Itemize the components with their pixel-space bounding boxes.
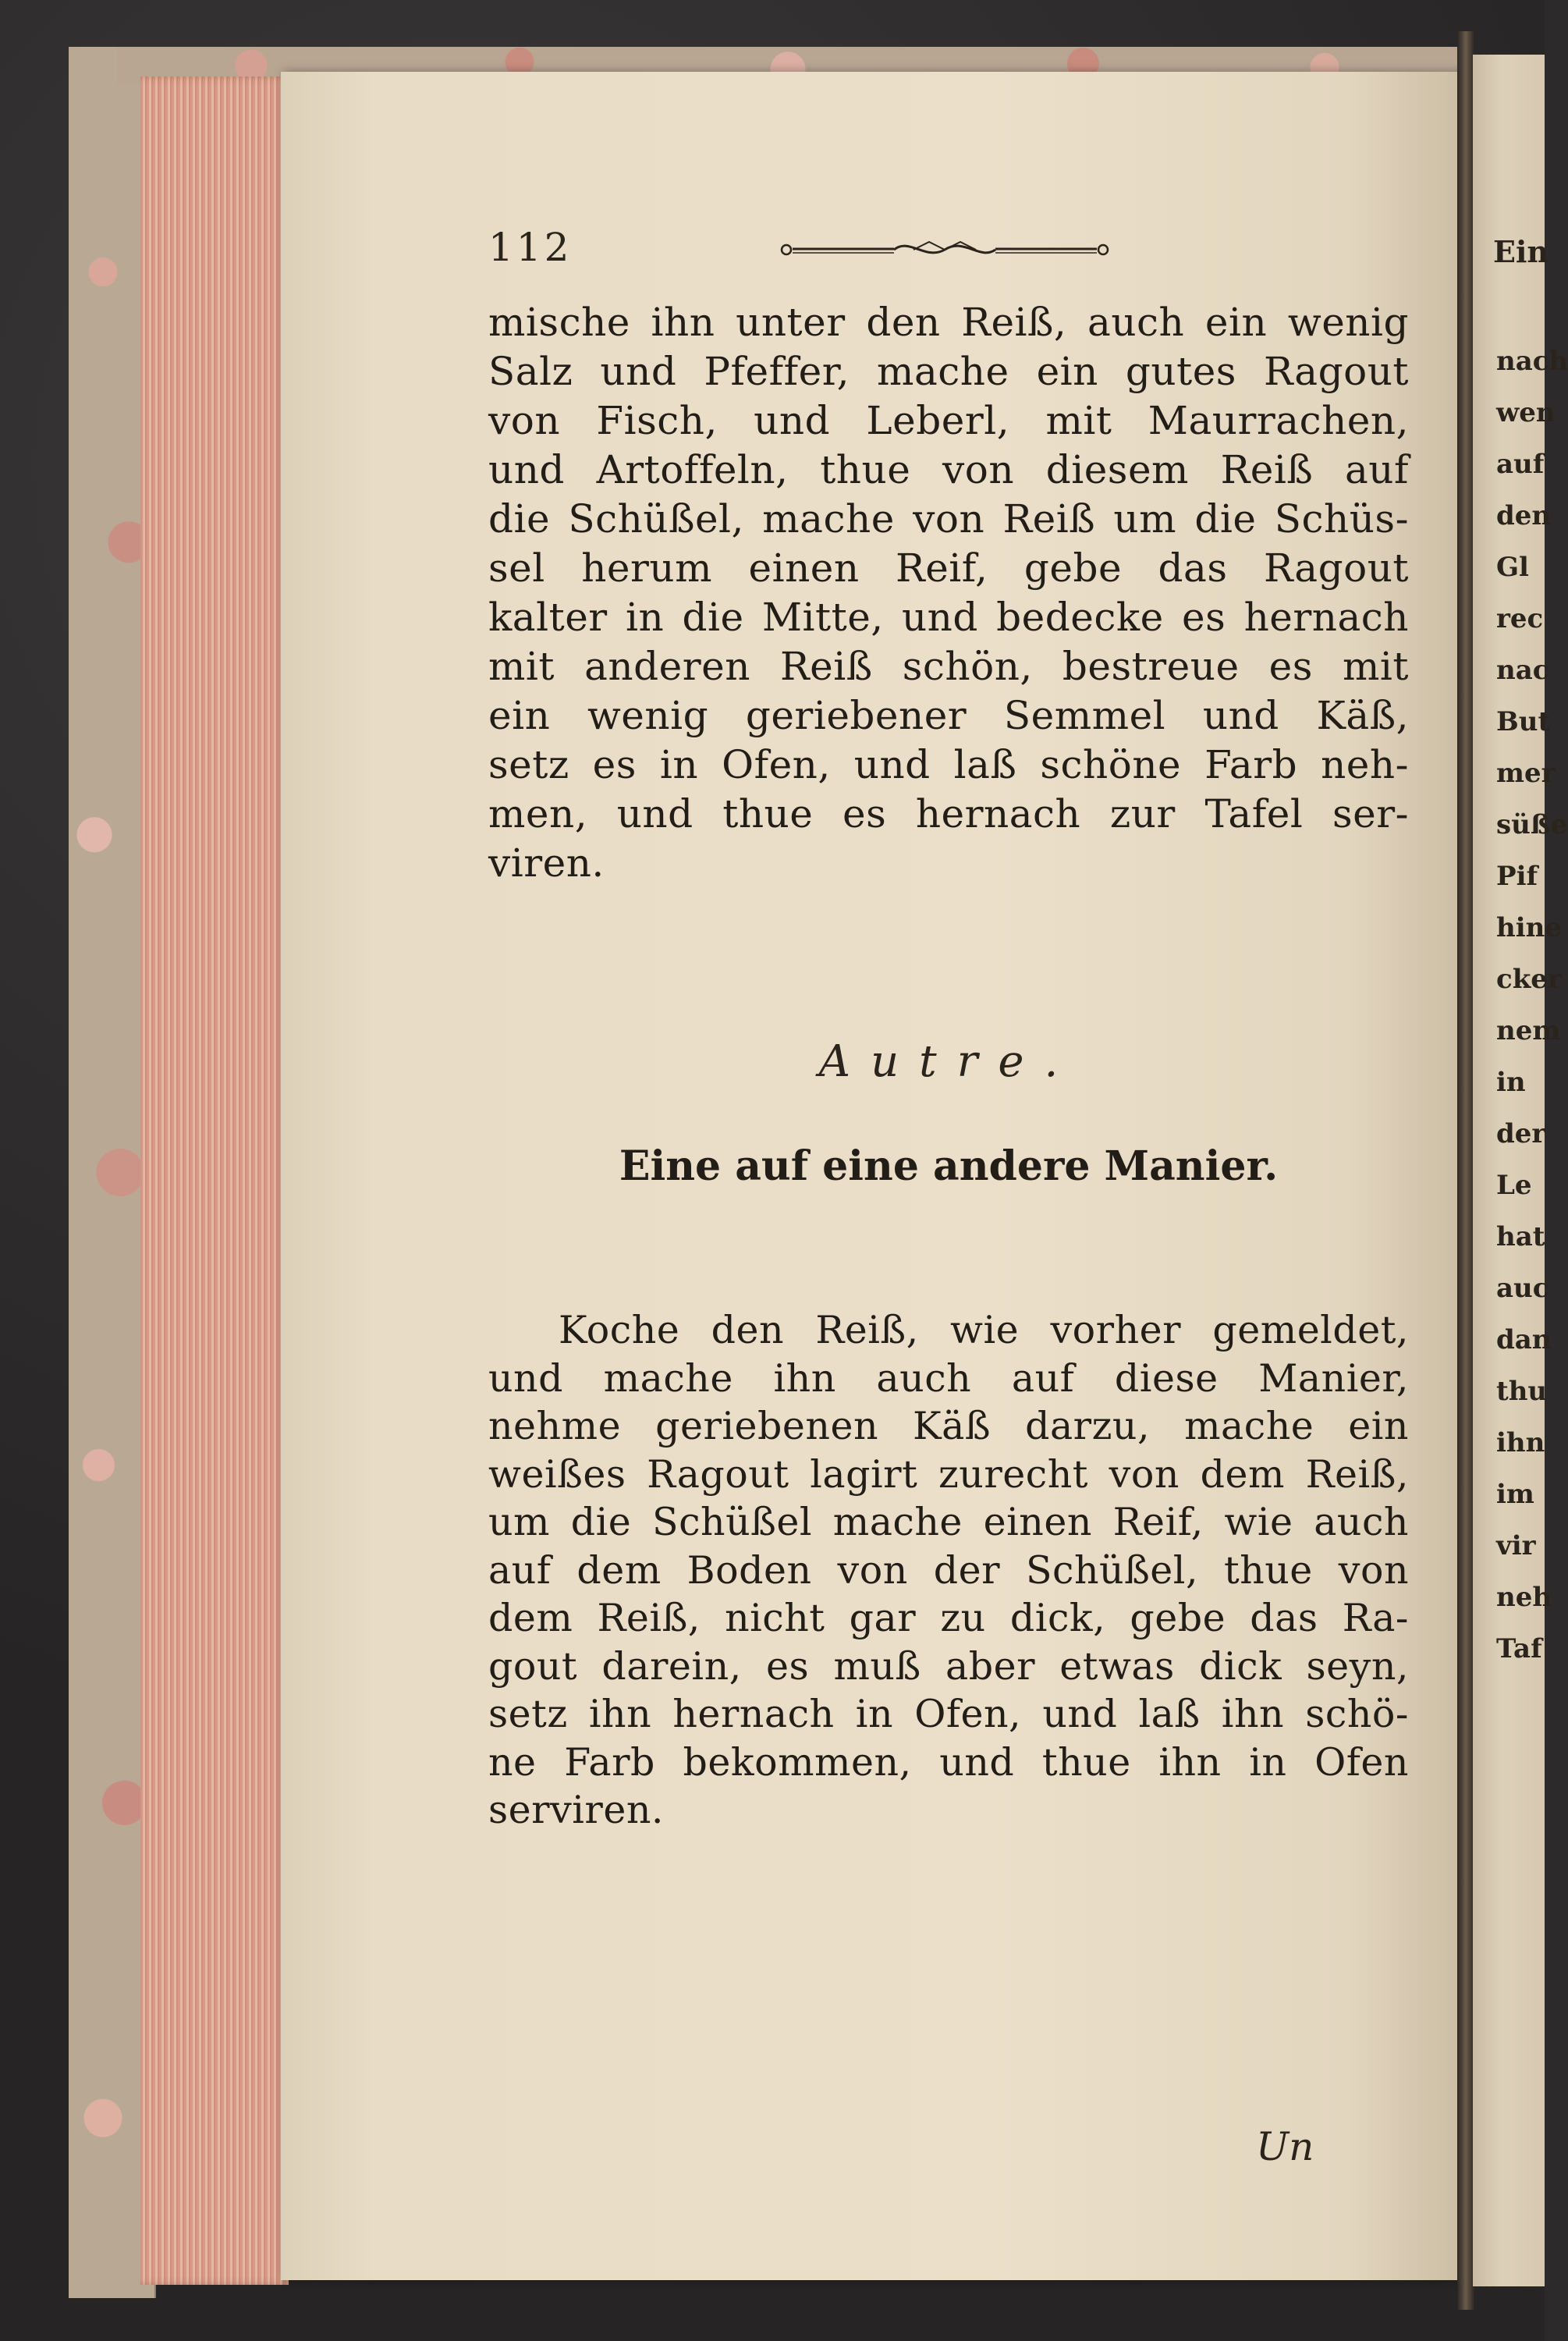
text-line: dem Reiß, nicht gar zu dick, gebe das Ra- [488, 1596, 1409, 1640]
text-line: kalter in die Mitte, und bedecke es hernach [488, 595, 1409, 640]
facing-fragment: vir [1496, 1530, 1536, 1561]
paragraph-recipe-continuation [488, 298, 1409, 888]
text-line: Koche den Reiß, wie vorher gemeldet, [559, 1308, 1409, 1352]
section-subtitle: Eine auf eine andere Manier. [619, 1142, 1279, 1190]
facing-fragment: neh [1496, 1582, 1552, 1613]
text-line: um die Schüßel mache einen Reif, wie auch [488, 1500, 1409, 1544]
facing-fragment: wen [1496, 397, 1556, 428]
page-header [488, 225, 1424, 272]
facing-fragment: ihn [1496, 1427, 1545, 1458]
facing-fragment: mer [1496, 758, 1556, 789]
text-line: und Artoffeln, thue von diesem Reiß auf [488, 447, 1409, 492]
text-line: men, und thue es hernach zur Tafel ser- [488, 791, 1409, 837]
facing-page-edge [1473, 55, 1568, 2286]
text-line: nehme geriebenen Käß darzu, mache ein [488, 1404, 1409, 1448]
facing-page-top-fragment: Ein [1493, 234, 1549, 269]
facing-fragment: Le [1496, 1170, 1532, 1201]
section-heading-autre: Autre. [818, 1036, 1079, 1087]
facing-fragment: cker [1496, 964, 1562, 995]
text-line: viren. [488, 840, 605, 886]
facing-fragment: nach [1496, 346, 1568, 377]
facing-fragment: nem [1496, 1015, 1561, 1046]
text-line: ein wenig geriebener Semmel und Käß, [488, 693, 1409, 738]
book-gutter [1457, 31, 1474, 2310]
facing-fragment: But [1496, 706, 1551, 737]
facing-fragment: nac [1496, 655, 1549, 686]
text-line: mit anderen Reiß schön, bestreue es mit [488, 644, 1409, 689]
text-line: und mache ihn auch auf diese Manier, [488, 1355, 1409, 1401]
page-number: 112 [488, 225, 573, 270]
facing-fragment: Gl [1496, 552, 1529, 583]
facing-fragment: den [1496, 500, 1552, 531]
text-line: serviren. [488, 1788, 664, 1832]
facing-fragment: hine [1496, 912, 1562, 943]
facing-page-fragments [1496, 336, 1568, 1675]
text-line: ne Farb bekommen, und thue ihn in Ofen [488, 1739, 1409, 1785]
facing-fragment: süße [1496, 809, 1568, 840]
text-line: von Fisch, und Leberl, mit Maurrachen, [488, 398, 1409, 443]
facing-fragment: in [1496, 1067, 1526, 1098]
facing-fragment: dan [1496, 1324, 1552, 1355]
text-line: sel herum einen Reif, gebe das Ragout [488, 545, 1409, 591]
facing-fragment: hat [1496, 1221, 1545, 1252]
facing-fragment: Taf [1496, 1633, 1542, 1664]
facing-fragment: Pif [1496, 861, 1538, 892]
ornament-rule-icon [777, 236, 1112, 262]
paragraph-recipe-autre [488, 1306, 1409, 1835]
facing-fragment: der [1496, 1118, 1546, 1149]
facing-fragment: auf [1496, 449, 1545, 480]
text-line: weißes Ragout lagirt zurecht von dem Reiß, [488, 1451, 1409, 1497]
facing-fragment: auc [1496, 1273, 1549, 1304]
facing-fragment: im [1496, 1479, 1534, 1510]
facing-fragment: rec [1496, 603, 1544, 634]
text-line: mische ihn unter den Reiß, auch ein wenig [488, 300, 1409, 345]
catchword: Un [1256, 2124, 1314, 2169]
text-line: setz es in Ofen, und laß schöne Farb neh- [488, 742, 1409, 787]
page-edges [140, 76, 289, 2285]
text-line: gout darein, es muß aber etwas dick seyn, [488, 1643, 1409, 1689]
text-line: die Schüßel, mache von Reiß um die Schüs- [488, 496, 1409, 542]
text-line: Salz und Pfeffer, mache ein gutes Ragout [488, 349, 1409, 394]
text-line: auf dem Boden von der Schüßel, thue von [488, 1547, 1409, 1593]
text-line: setz ihn hernach in Ofen, und laß ihn schö- [488, 1692, 1409, 1736]
facing-fragment: thu [1496, 1376, 1548, 1407]
